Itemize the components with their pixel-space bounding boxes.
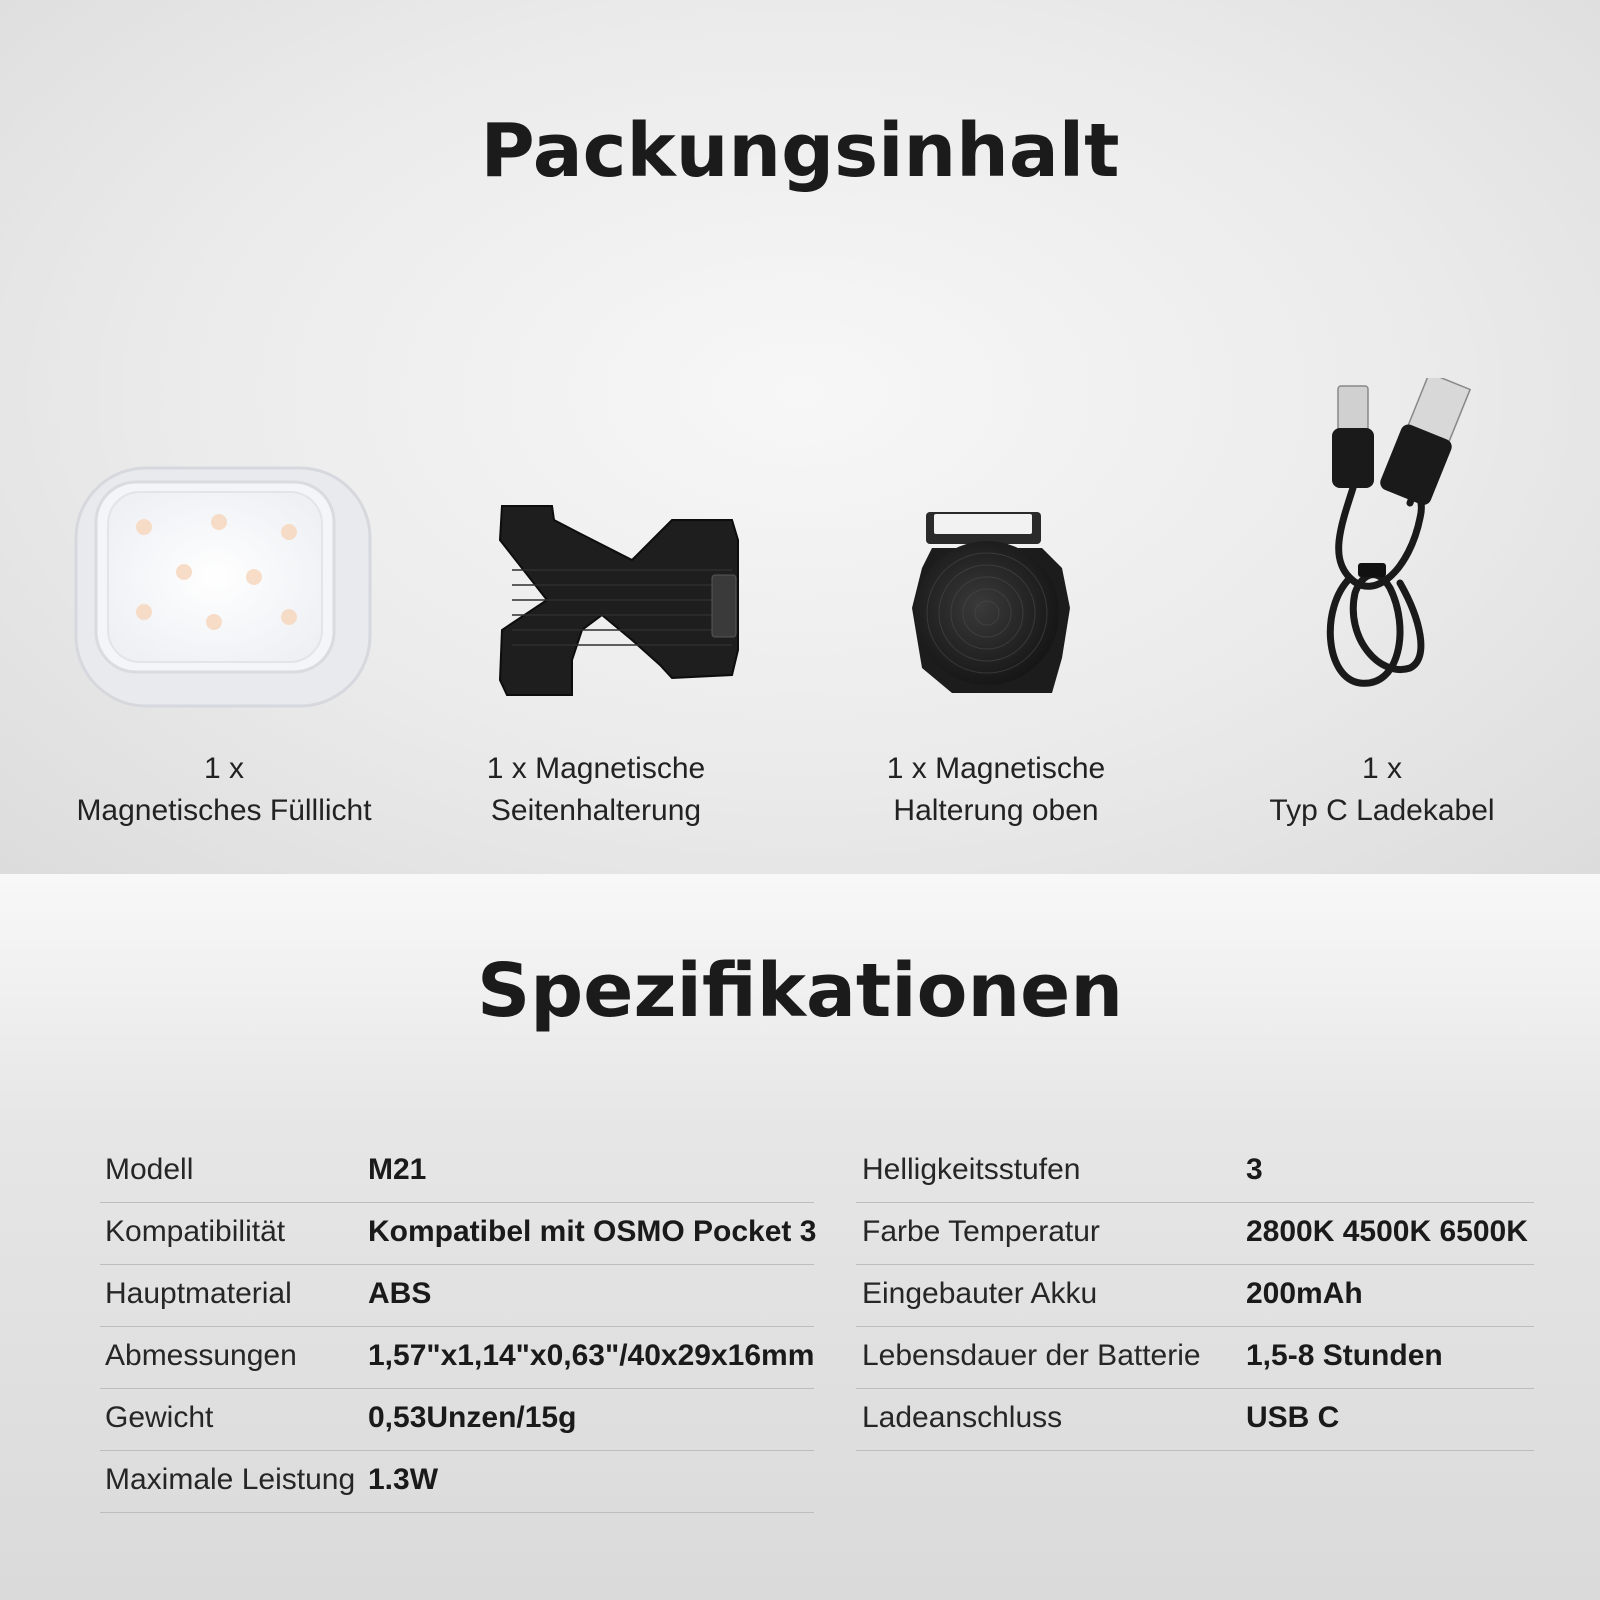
package-item-2-qty: 1 x Magnetische [486, 752, 706, 785]
top-mount-icon [912, 508, 1082, 713]
spec-label: Farbe Temperatur [862, 1215, 1100, 1248]
side-mount-icon [482, 500, 747, 715]
spec-row [100, 1388, 814, 1451]
spec-label: Helligkeitsstufen [862, 1153, 1081, 1186]
spec-value: ABS [368, 1277, 432, 1310]
spec-value: 1.3W [368, 1463, 439, 1496]
spec-label: Kompatibilität [105, 1215, 286, 1248]
spec-value: 1,57"x1,14"x0,63"/40x29x16mm [368, 1339, 815, 1372]
package-item-1-qty: 1 x [203, 752, 245, 785]
package-item-1-name: Magnetisches Fülllicht [76, 794, 372, 827]
spec-row [856, 1264, 1534, 1327]
spec-row [856, 1388, 1534, 1451]
spec-row [856, 1202, 1534, 1265]
spec-label: Modell [105, 1153, 194, 1186]
spec-row [100, 1202, 817, 1265]
package-item-3-qty: 1 x Magnetische [886, 752, 1106, 785]
fill-light-icon [74, 462, 374, 717]
spec-row [100, 1450, 814, 1513]
spec-value: 200mAh [1246, 1277, 1363, 1310]
package-item-3-name: Halterung oben [893, 794, 1099, 827]
spec-value: M21 [368, 1153, 427, 1186]
package-item-2-caption [386, 748, 806, 832]
spec-row [100, 1326, 814, 1389]
spec-label: Ladeanschluss [862, 1401, 1063, 1434]
spec-value: Kompatibel mit OSMO Pocket 3 [368, 1215, 817, 1248]
spec-row [100, 1264, 814, 1327]
spec-value: 1,5-8 Stunden [1246, 1339, 1443, 1372]
spec-value: 3 [1246, 1153, 1263, 1186]
package-item-3-caption [786, 748, 1206, 832]
package-item-4-qty: 1 x [1361, 752, 1403, 785]
usb-cable-icon [1320, 378, 1490, 703]
package-item-1-caption [14, 748, 434, 832]
spec-label: Maximale Leistung [105, 1463, 356, 1496]
spec-label: Lebensdauer der Batterie [862, 1339, 1201, 1372]
package-item-4-caption [1172, 748, 1592, 832]
package-item-4-name: Typ C Ladekabel [1269, 794, 1495, 827]
spec-label: Hauptmaterial [105, 1277, 292, 1310]
spec-value: USB C [1246, 1401, 1340, 1434]
package-title: Packungsinhalt [480, 108, 1120, 194]
spec-label: Gewicht [105, 1401, 214, 1434]
package-item-2-name: Seitenhalterung [490, 794, 702, 827]
spec-label: Eingebauter Akku [862, 1277, 1098, 1310]
spec-value: 0,53Unzen/15g [368, 1401, 577, 1434]
spec-row [100, 1140, 814, 1203]
spec-row [856, 1140, 1534, 1203]
spec-label: Abmessungen [105, 1339, 297, 1372]
spec-title: Spezifikationen [476, 948, 1124, 1034]
spec-row [856, 1326, 1534, 1389]
spec-value: 2800K 4500K 6500K [1246, 1215, 1528, 1248]
